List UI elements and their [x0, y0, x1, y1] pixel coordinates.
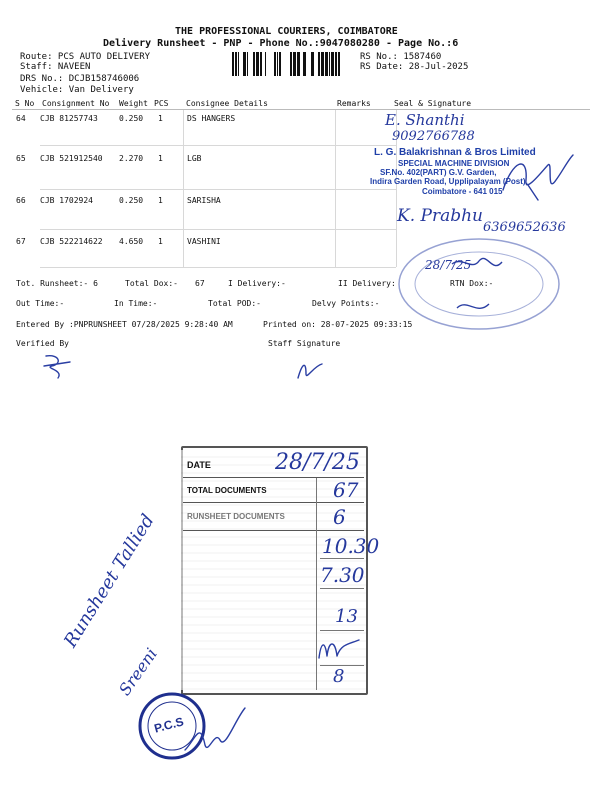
sno-cell: 66 [16, 196, 26, 205]
runsheet-subtitle: Delivery Runsheet - PNP - Phone No.:9047080280 - Page No.:6 [103, 38, 459, 49]
barcode-bar [303, 52, 306, 76]
in-time: In Time:- [114, 299, 158, 308]
pcs-cell: 1 [158, 154, 163, 163]
pcs-cell: 1 [158, 114, 163, 123]
weight-cell: 2.270 [119, 154, 144, 163]
rs-date: RS Date: 28-Jul-2025 [360, 62, 469, 72]
barcode-bar [318, 52, 320, 76]
verifier-initials [40, 352, 80, 380]
pcs-cell: 1 [158, 237, 163, 246]
consignment-cell: CJB 521912540 [40, 154, 103, 163]
barcode-bar [279, 52, 281, 76]
drs-label: DRS No.: DCJB158746006 [20, 74, 140, 84]
consignee-cell: SARISHA [187, 196, 221, 205]
phone-row-64: 9092766788 [392, 129, 475, 144]
weight-cell: 4.650 [119, 237, 144, 246]
i-delivery: I Delivery:- [228, 279, 286, 288]
receipt-total-docs-label: TOTAL DOCUMENTS [187, 486, 267, 495]
total-dox-value: 67 [195, 279, 205, 288]
barcode-bar [235, 52, 237, 76]
receipt-runsheet-label: RUNSHEET DOCUMENTS [187, 512, 285, 521]
barcode-bar [293, 52, 296, 76]
sno-cell: 65 [16, 154, 26, 163]
staff-label: Staff: NAVEEN [20, 62, 91, 72]
phone-row-66: 6369652636 [483, 220, 566, 235]
consignment-cell: CJB 522214622 [40, 237, 103, 246]
consignee-cell: VASHINI [187, 237, 221, 246]
pcs-stamp-signature [180, 700, 250, 770]
col-header-consignee: Consignee Details [186, 99, 268, 108]
route-label: Route: PCS AUTO DELIVERY [20, 52, 151, 62]
out-time: Out Time:- [16, 299, 65, 308]
round-stamp [397, 236, 562, 331]
receipt-date-value: 28/7/25 [275, 450, 360, 475]
vehicle-label: Vehicle: Van Delivery [20, 85, 134, 95]
barcode-bar [335, 52, 337, 76]
staff-signature-label: Staff Signature [268, 339, 341, 348]
barcode-bar [325, 52, 328, 76]
barcode-bar [247, 52, 248, 76]
signature-row-65 [498, 150, 578, 205]
receipt-delvy-scribble [315, 634, 363, 662]
rs-number: RS No.: 1587460 [360, 52, 442, 62]
barcode-bar [338, 52, 340, 76]
barcode-bar [321, 52, 324, 76]
col-header-weight: Weight [119, 99, 148, 108]
barcode-bar [238, 52, 239, 76]
entered-by: Entered By :PNPRUNSHEET 07/28/2025 9:28:40 AM [16, 320, 233, 329]
receipt-runsheet-value: 6 [333, 505, 346, 529]
barcode-bar [290, 52, 292, 76]
barcode-bar [329, 52, 330, 76]
sno-cell: 67 [16, 237, 26, 246]
margin-note-tallied: Runsheet Tallied [60, 510, 159, 652]
weight-cell: 0.250 [119, 196, 144, 205]
barcode-bar [331, 52, 334, 76]
stamp-line: SF.No. 402(PART) G.V. Garden, [380, 168, 497, 177]
receipt-delvy-value: 8 [333, 666, 345, 687]
barcode [232, 52, 354, 76]
barcode-bar [232, 52, 234, 76]
stamp-line: L. G. Balakrishnan & Bros Limited [374, 147, 536, 158]
consignment-cell: CJB 81257743 [40, 114, 98, 123]
tot-runsheet: Tot. Runsheet:- 6 [16, 279, 98, 288]
col-header-consignment: Consignment No [42, 99, 110, 108]
col-header-sno: S No [15, 99, 35, 108]
barcode-bar [277, 52, 278, 76]
barcode-bar [265, 52, 266, 76]
company-title: THE PROFESSIONAL COURIERS, COIMBATORE [175, 26, 398, 37]
receipt-out-time: 10.30 [322, 534, 380, 558]
receipt-pod: 13 [335, 606, 358, 627]
barcode-bar [274, 52, 276, 76]
barcode-bar [311, 52, 314, 76]
sno-cell: 64 [16, 114, 26, 123]
weight-cell: 0.250 [119, 114, 144, 123]
barcode-bar [260, 52, 262, 76]
rtn-dox: RTN Dox:- [450, 279, 494, 288]
barcode-bar [256, 52, 259, 76]
stamp-line: Indira Garden Road, Upplipalayam (Post), [370, 177, 528, 186]
col-header-pcs: PCS [154, 99, 169, 108]
pcs-stamp-text: P.C.S [152, 714, 186, 736]
ii-delivery: II Delivery: [338, 279, 396, 288]
staff-initials [292, 356, 332, 384]
printed-on: Printed on: 28-07-2025 09:33:15 [263, 320, 413, 329]
receipt-date-label: DATE [187, 460, 211, 470]
consignee-cell: DS HANGERS [187, 114, 236, 123]
margin-note-name: Sreeni [115, 644, 161, 699]
barcode-bar [297, 52, 300, 76]
barcode-bar [243, 52, 246, 76]
col-header-seal: Seal & Signature [394, 99, 472, 108]
stamp-line: SPECIAL MACHINE DIVISION [398, 159, 510, 168]
consignment-cell: CJB 1702924 [40, 196, 93, 205]
consignee-cell: LGB [187, 154, 202, 163]
verified-by: Verified By [16, 339, 69, 348]
signature-row-64: E. Shanthi [385, 111, 465, 129]
total-pod: Total POD:- [208, 299, 261, 308]
stamp-line: Coimbatore - 641 015 [422, 187, 503, 196]
delvy-points: Delvy Points:- [312, 299, 380, 308]
total-dox-label: Total Dox:- [125, 279, 178, 288]
receipt-total-docs-value: 67 [333, 478, 359, 502]
pcs-cell: 1 [158, 196, 163, 205]
signature-row-66: K. Prabhu [397, 206, 483, 226]
stamp-date: 28/7/25 [425, 258, 472, 272]
barcode-bar [253, 52, 255, 76]
receipt-in-time: 7.30 [320, 563, 365, 587]
col-header-remarks: Remarks [337, 99, 371, 108]
